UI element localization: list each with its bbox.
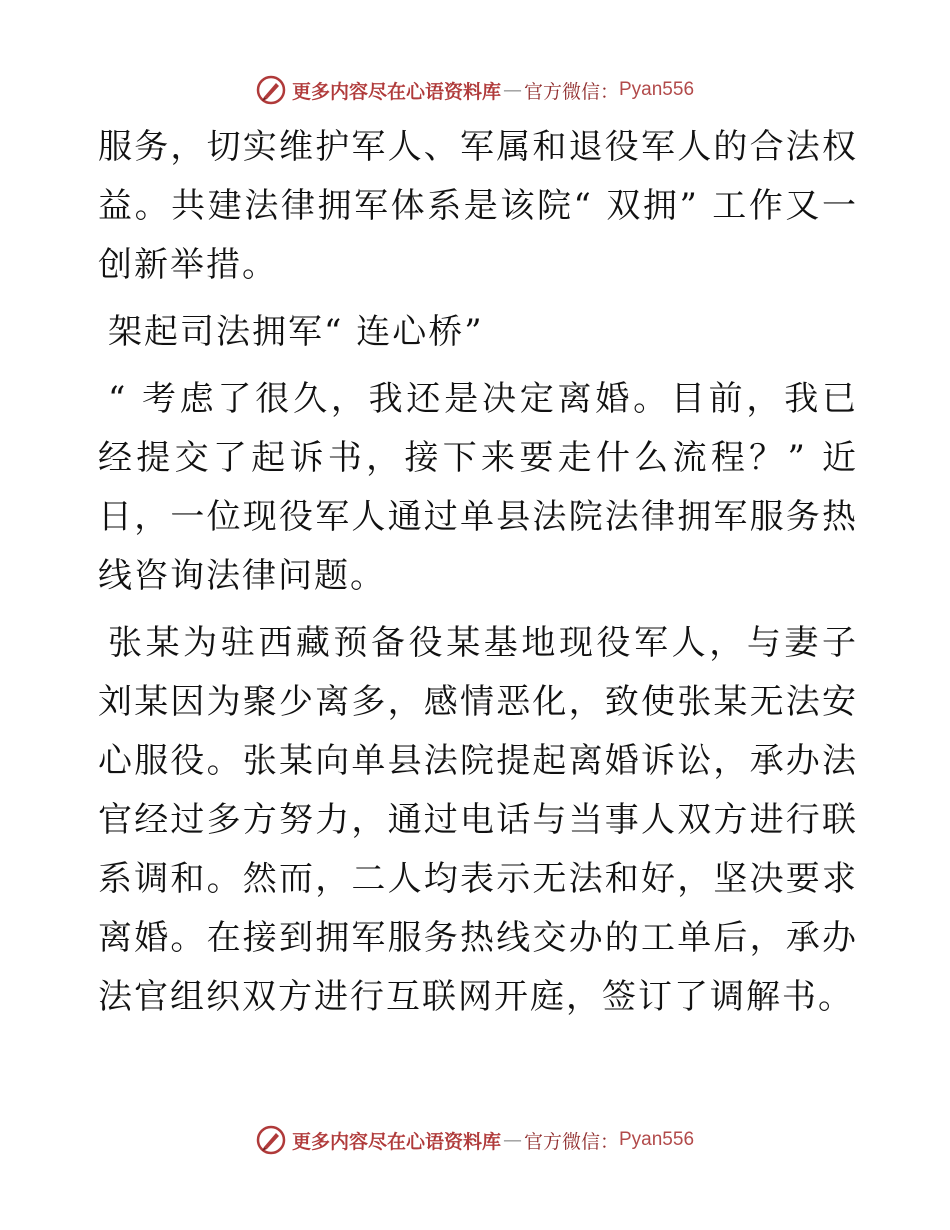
- pen-logo-icon: [256, 1125, 286, 1155]
- watermark-brand: 更多内容尽在心语资料库: [291, 80, 501, 103]
- footer-watermark: [0, 1120, 950, 1160]
- header-watermark: [0, 70, 950, 110]
- watermark-wechat-id: Pyan556: [619, 1129, 695, 1150]
- watermark-separator: —: [502, 1129, 522, 1151]
- pen-logo-icon: [256, 75, 286, 105]
- watermark-wechat-id: Pyan556: [619, 79, 695, 100]
- watermark-brand: 更多内容尽在心语资料库: [291, 1130, 501, 1153]
- watermark-wechat-label: 官方微信：: [523, 1130, 619, 1153]
- paragraph-2: “ 考虑了很久，我还是决定离婚。目前，我已经提交了起诉书，接下来要走什么流程？” 近日，一位现役军人通过单县法院法律拥军服务热线咨询法律问题。: [98, 379, 858, 596]
- section-heading: 架起司法拥军“ 连心桥”: [108, 312, 484, 352]
- watermark-wechat-label: 官方微信：: [523, 80, 619, 103]
- paragraph-3: 张某为驻西藏预备役某基地现役军人，与妻子刘某因为聚少离多，感情恶化，致使张某无法安心服役。张某向单县法院提起离婚诉讼，承办法官经过多方努力，通过电话与当事人双方进行联系调和。然而，二人均表示无法和好，坚决要求离婚。在接到拥军服务热线交办的工单后，承办法官组织双方进行互联网开庭，签订了调解书。: [98, 623, 858, 1017]
- paragraph-1: 服务，切实维护军人、军属和退役军人的合法权益。共建法律拥军体系是该院“ 双拥” 工作又一创新举措。: [98, 127, 858, 285]
- watermark-separator: —: [502, 79, 522, 101]
- article-body: [98, 118, 858, 1035]
